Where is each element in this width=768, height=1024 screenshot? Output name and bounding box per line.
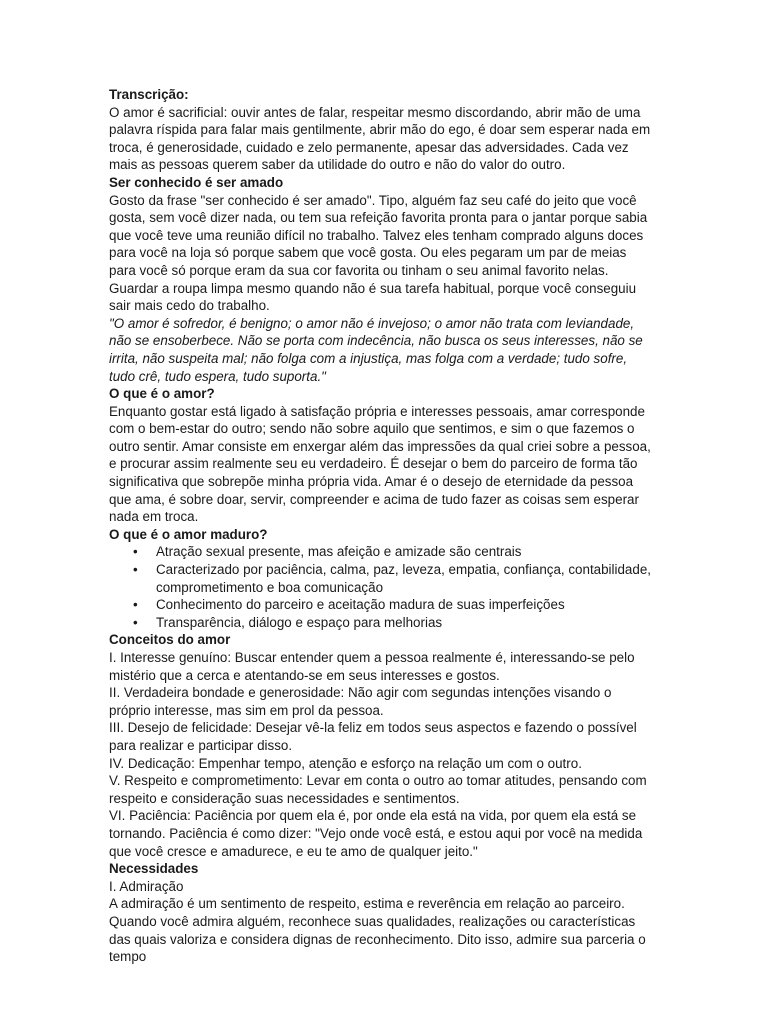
heading-necessidades: Necessidades (109, 861, 199, 877)
paragraph-ser-conhecido: Gosto da frase "ser conhecido é ser amado". Tipo, alguém faz seu café do jeito que você gosta, sem você dizer nada, ou tem sua refeição favorita pronta para o jantar porque sabia que você teve uma reunião difícil no trabalho. Talvez eles tenham comprado alguns doces para você na loja só porque sabem que você gosta. Ou eles pegaram um par de meias para você só porque eram da sua cor favorita ou tinham o seu animal favorito nelas. Guardar a roupa limpa mesmo quando não é sua tarefa habitual, porque você conseguiu sair mais cedo do trabalho. (109, 192, 648, 314)
list-item: • Transparência, diálogo e espaço para melhorias (109, 614, 654, 632)
heading-conceitos: Conceitos do amor (109, 632, 231, 648)
list-item: • Atração sexual presente, mas afeição e amizade são centrais (109, 543, 654, 561)
list-item: • Caracterizado por paciência, calma, paz, leveza, empatia, confiança, contabilidade, comprometimento e boa comunicação (109, 561, 654, 596)
conceito-item: IV. Dedicação: Empenhar tempo, atenção e esforço na relação um com o outro. (109, 755, 582, 771)
bullet-list-amor-maduro (109, 543, 654, 631)
list-item: • Conhecimento do parceiro e aceitação madura de suas imperfeições (109, 596, 654, 614)
heading-ser-conhecido: Ser conhecido é ser amado (109, 174, 284, 190)
conceito-item: II. Verdadeira bondade e generosidade: Não agir com segundas intenções visando o próprio interesse, mas sim em prol da pessoa. (109, 685, 612, 718)
paragraph-intro: O amor é sacrificial: ouvir antes de falar, respeitar mesmo discordando, abrir mão de uma palavra ríspida para falar mais gentilmente, abrir mão do ego, é doar sem esperar nada em troca, é generosidade, cuidado e zelo permanente, apesar das adversidades. Cada vez mais as pessoas querem saber da utilidade do outro e não do valor do outro. (109, 104, 651, 173)
paragraph-admiracao: A admiração é um sentimento de respeito, estima e reverência em relação ao parceiro. Quando você admira alguém, reconhece suas qualidades, realizações ou características das quais valoriza e considera dignas de reconhecimento. Dito isso, admire sua parceria o tempo (109, 896, 646, 965)
conceito-item: VI. Paciência: Paciência por quem ela é, por onde ela está na vida, por quem ela está se tornando. Paciência é como dizer: "Vejo onde você está, e estou aqui por você na medida que você cresce e amadurece, e eu te amo de qualquer jeito." (109, 808, 643, 859)
paragraph-o-que-e-amor: Enquanto gostar está ligado à satisfação própria e interesses pessoais, amar corresponde com o bem-estar do outro; sendo não sobre aquilo que sentimos, e sim o que fazemos o outro sentir. Amar consiste em enxergar além das impressões da qual criei sobre a pessoa, e procurar assim realmente seu eu verdadeiro. É desejar o bem do parceiro de forma tão significativa que sobrepõe minha própria vida. Amar é o desejo de eternidade da pessoa que ama, é sobre doar, servir, compreender e acima de tudo fazer as coisas sem esperar nada em troca. (109, 403, 651, 525)
subheading-admiracao: I. Admiração (109, 878, 184, 894)
bible-quote: "O amor é sofredor, é benigno; o amor não é invejoso; o amor não trata com leviandade, não se ensoberbece. Não se porta com indecência, não busca os seus interesses, não se irrita, não suspeita mal; não folga com a injustiça, mas folga com a verdade; tudo sofre, tudo crê, tudo espera, tudo suporta." (109, 315, 643, 384)
conceito-item: III. Desejo de felicidade: Desejar vê-la feliz em todos seus aspectos e fazendo o possível para realizar e participar disso. (109, 720, 637, 753)
heading-o-que-e-amor: O que é o amor? (109, 386, 215, 402)
conceito-item: I. Interesse genuíno: Buscar entender quem a pessoa realmente é, interessando-se pelo mistério que a cerca e atentando-se em seus interesses e gostos. (109, 650, 635, 683)
document-page (109, 86, 654, 966)
conceito-item: V. Respeito e comprometimento: Levar em conta o outro ao tomar atitudes, pensando com respeito e consideração suas necessidades e sentimentos. (109, 773, 647, 806)
heading-amor-maduro: O que é o amor maduro? (109, 526, 268, 542)
heading-transcricao: Transcrição: (109, 87, 189, 102)
